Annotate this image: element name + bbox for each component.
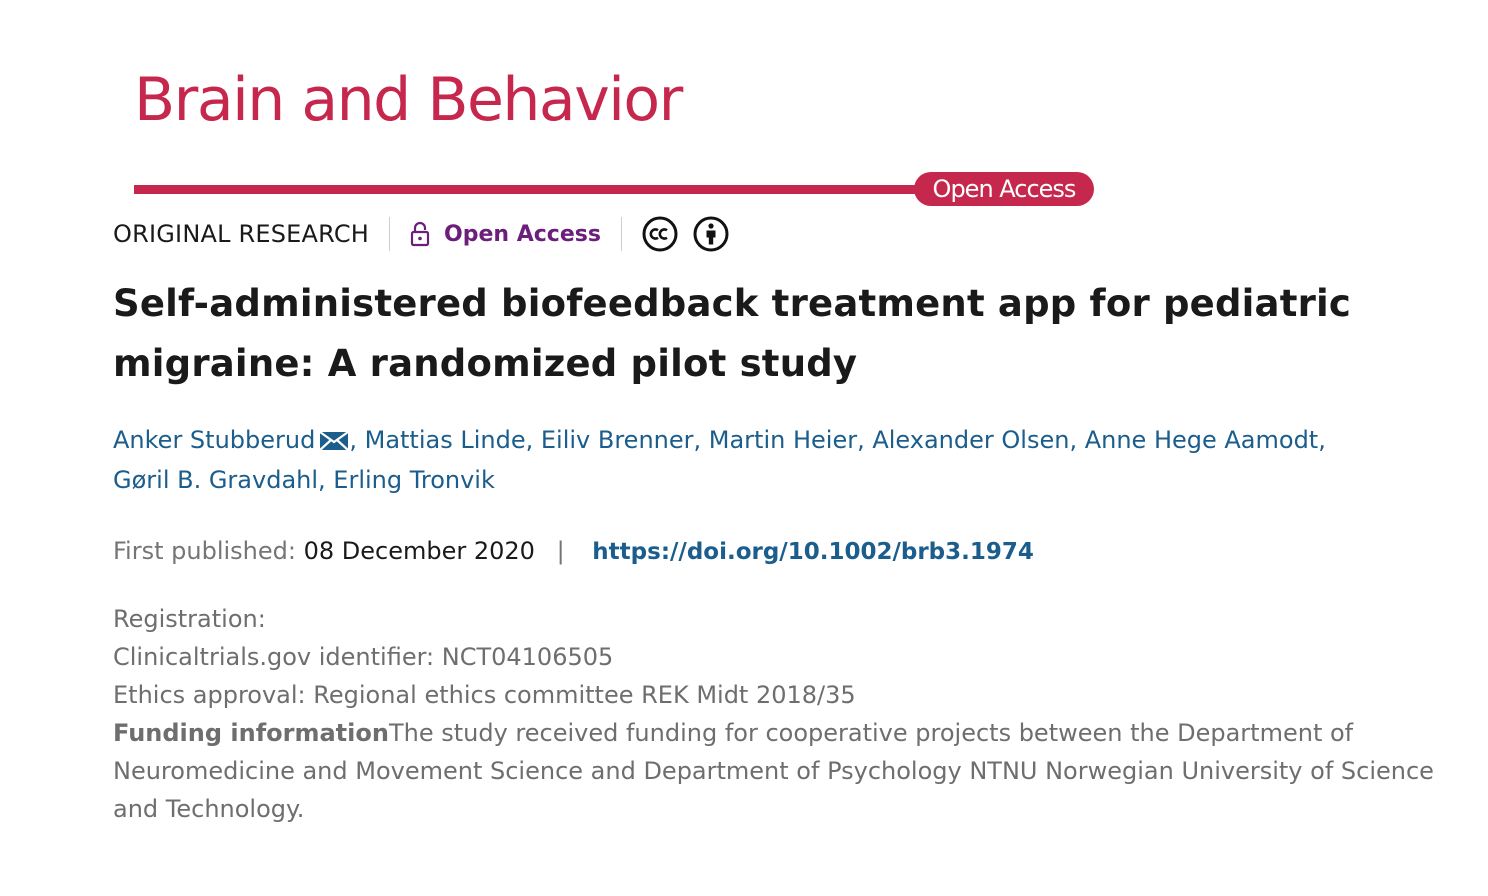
mail-icon[interactable] <box>319 431 349 451</box>
ethics-approval: Ethics approval: Regional ethics committee REK Midt 2018/35 <box>113 681 856 709</box>
funding-label: Funding information <box>113 719 389 747</box>
divider <box>621 217 622 251</box>
author-link[interactable]: Eiliv Brenner <box>540 426 694 454</box>
author-link[interactable]: Alexander Olsen <box>872 426 1070 454</box>
open-access-link[interactable] <box>410 221 601 247</box>
publication-date: 08 December 2020 <box>303 537 535 565</box>
author-link[interactable]: Martin Heier <box>708 426 858 454</box>
article-type: ORIGINAL RESEARCH <box>113 220 370 248</box>
funding-information <box>113 714 1453 828</box>
attribution-icon <box>693 216 729 252</box>
author-link[interactable]: Erling Tronvik <box>333 466 495 494</box>
clinicaltrials-identifier: Clinicaltrials.gov identifier: NCT04106505 <box>113 643 614 671</box>
license-icons[interactable] <box>642 216 744 252</box>
lock-open-icon <box>410 221 430 247</box>
funding-text: The study received funding for cooperative projects between the Department of Neuromedicine and Movement Science and Department of Psychology NTNU Norwegian University of Science and Technology. <box>113 719 1434 823</box>
author-list: Anker Stubberud , Mattias Linde, Eiliv Brenner, Martin Heier, Alexander Olsen, Anne Hege Aamodt, Gøril B. Gravdahl, Erling Tronvik <box>113 426 1326 494</box>
author-link[interactable]: Gøril B. Gravdahl <box>113 466 319 494</box>
doi-link[interactable]: https://doi.org/10.1002/brb3.1974 <box>592 539 1034 565</box>
creative-commons-icon <box>642 216 678 252</box>
article-info <box>113 600 1453 828</box>
divider <box>389 217 390 251</box>
author-link[interactable]: Mattias Linde <box>364 426 526 454</box>
open-access-label: Open Access <box>444 221 601 247</box>
article-title: Self-administered biofeedback treatment app for pediatric migraine: A randomized pilot study <box>113 282 1352 385</box>
separator: | <box>556 537 565 565</box>
publication-line <box>113 531 1034 572</box>
first-published-label: First published: <box>113 537 296 565</box>
registration-heading: Registration: <box>113 605 266 633</box>
banner-rule <box>134 185 934 194</box>
article-meta-row <box>113 212 744 256</box>
author-link[interactable]: Anker Stubberud <box>113 426 349 454</box>
journal-banner[interactable] <box>112 48 1102 203</box>
open-access-badge: Open Access <box>914 172 1094 206</box>
author-link[interactable]: Anne Hege Aamodt <box>1084 426 1319 454</box>
journal-name: Brain and Behavior <box>134 65 682 135</box>
